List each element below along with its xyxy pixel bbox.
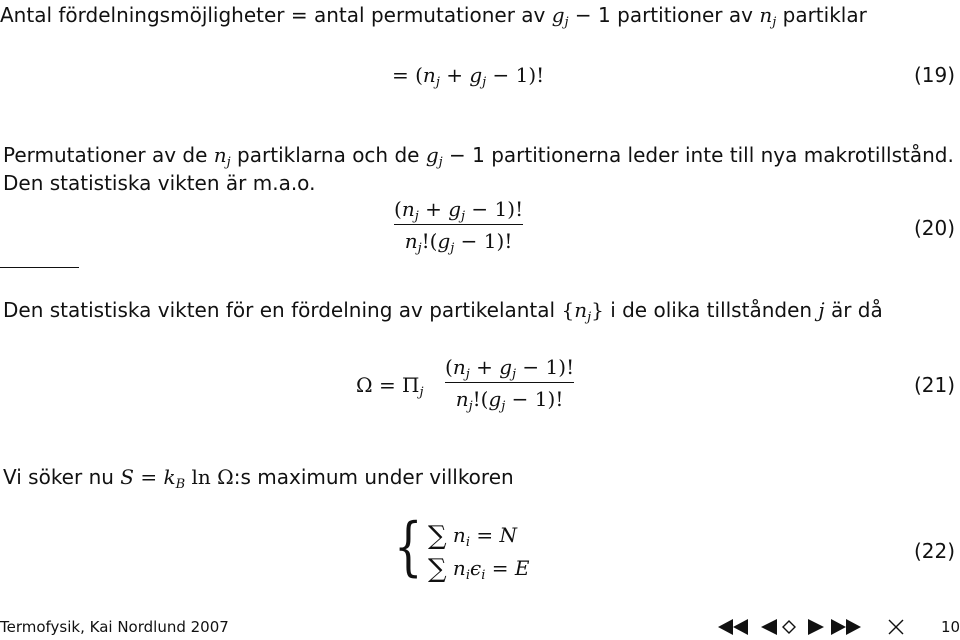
fraction-numerator: $(n_j + g_j - 1)$! — [445, 355, 575, 382]
equation-number-19: (19) — [914, 63, 956, 87]
paragraph-distribution-weight: Den statistiska vikten för en fördelning av partikelantal $\{n_j\}$ i de olika tillstånden j är då — [3, 298, 883, 325]
equation-20-fraction — [394, 197, 524, 256]
equation-21-lhs: $\Omega = \Pi_j$ — [356, 373, 424, 400]
close-icon[interactable] — [888, 619, 904, 635]
equation-19: = $(n_j + g_j - 1)$! — [392, 63, 545, 90]
constraint-particle-number: ∑ $n_i = N$ — [428, 521, 517, 551]
left-brace: { — [394, 510, 423, 584]
divider — [0, 267, 79, 268]
page-number: 10 — [941, 618, 960, 636]
equation-number-20: (20) — [914, 216, 956, 240]
prev-icon[interactable] — [761, 619, 777, 635]
next-icon[interactable] — [808, 619, 824, 635]
diamond-icon[interactable] — [782, 620, 796, 634]
fraction-denominator: $n_j!(g_j - 1)$! — [404, 229, 513, 256]
fraction-numerator: $(n_j + g_j - 1)$! — [394, 197, 524, 224]
fraction-denominator: $n_j!(g_j - 1)$! — [455, 387, 564, 414]
footer-text: Termofysik, Kai Nordlund 2007 — [0, 618, 229, 636]
paragraph-permutations: Permutationer av de $n_j$ partiklarna och de $g_j - 1$ partitionerna leder inte till nya makrotillstånd. — [3, 143, 954, 170]
constraint-energy: ∑ $n_i\epsilon_i = E$ — [428, 554, 530, 584]
equation-21-fraction — [445, 355, 575, 414]
paragraph-statistical-weight: Den statistiska vikten är m.a.o. — [3, 171, 316, 195]
paragraph-maximum: Vi söker nu $S = k_B$ ln Ω:s maximum under villkoren — [3, 465, 514, 492]
intro-line: Antal fördelningsmöjligheter = antal permutationer av $g_j - 1$ partitioner av $n_j$ partiklar — [0, 3, 867, 30]
first-icon[interactable] — [718, 619, 748, 635]
last-icon[interactable] — [831, 619, 861, 635]
fraction-bar — [394, 224, 523, 225]
fraction-bar — [445, 382, 574, 383]
equation-number-21: (21) — [914, 373, 956, 397]
equation-number-22: (22) — [914, 539, 956, 563]
